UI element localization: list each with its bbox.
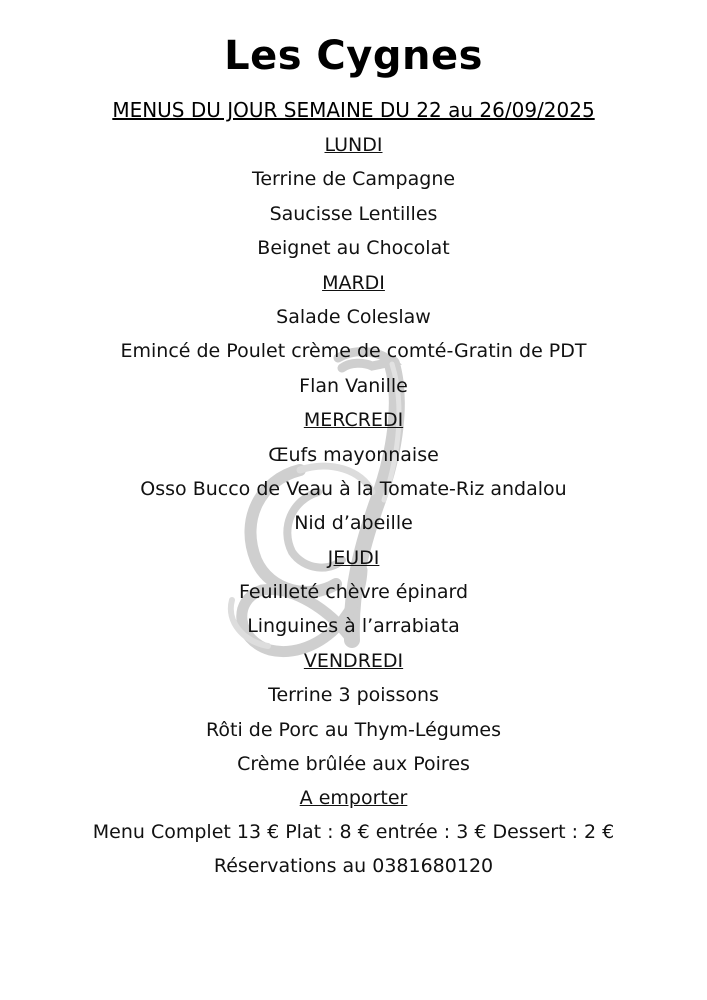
reservation-phone: Réservations au 0381680120 <box>213 855 494 878</box>
dish-item: Crème brûlée aux Poires <box>237 753 470 776</box>
dish-item: Feuilleté chèvre épinard <box>238 581 469 604</box>
day-heading-mardi: MARDI <box>322 271 385 294</box>
weekly-menu <box>0 131 707 819</box>
dish-item: Terrine de Campagne <box>251 168 456 191</box>
week-heading: MENUS DU JOUR SEMAINE DU 22 au 26/09/2025 <box>112 98 595 122</box>
dish-item: Nid d’abeille <box>294 512 413 535</box>
day-heading-vendredi: VENDREDI <box>303 649 404 672</box>
dish-item: Salade Coleslaw <box>276 305 431 328</box>
dish-item: Œufs mayonnaise <box>268 443 439 466</box>
takeaway-heading: A emporter <box>299 787 408 810</box>
day-heading-mercredi: MERCREDI <box>303 409 404 432</box>
dish-item: Emincé de Poulet crème de comté-Gratin de PDT <box>120 340 587 363</box>
dish-item: Flan Vanille <box>299 374 408 397</box>
dish-item: Osso Bucco de Veau à la Tomate-Riz andalou <box>140 477 567 500</box>
price-list: Menu Complet 13 € Plat : 8 € entrée : 3 € Dessert : 2 € <box>92 821 615 843</box>
day-heading-jeudi: JEUDI <box>327 546 380 569</box>
dish-item: Linguines à l’arrabiata <box>247 615 460 638</box>
restaurant-title: Les Cygnes <box>224 33 483 79</box>
dish-item: Beignet au Chocolat <box>257 237 450 260</box>
dish-item: Saucisse Lentilles <box>269 202 438 225</box>
dish-item: Rôti de Porc au Thym-Légumes <box>206 718 501 741</box>
dish-item: Terrine 3 poissons <box>268 684 439 707</box>
day-heading-lundi: LUNDI <box>324 134 383 156</box>
menu-footer <box>0 818 707 887</box>
